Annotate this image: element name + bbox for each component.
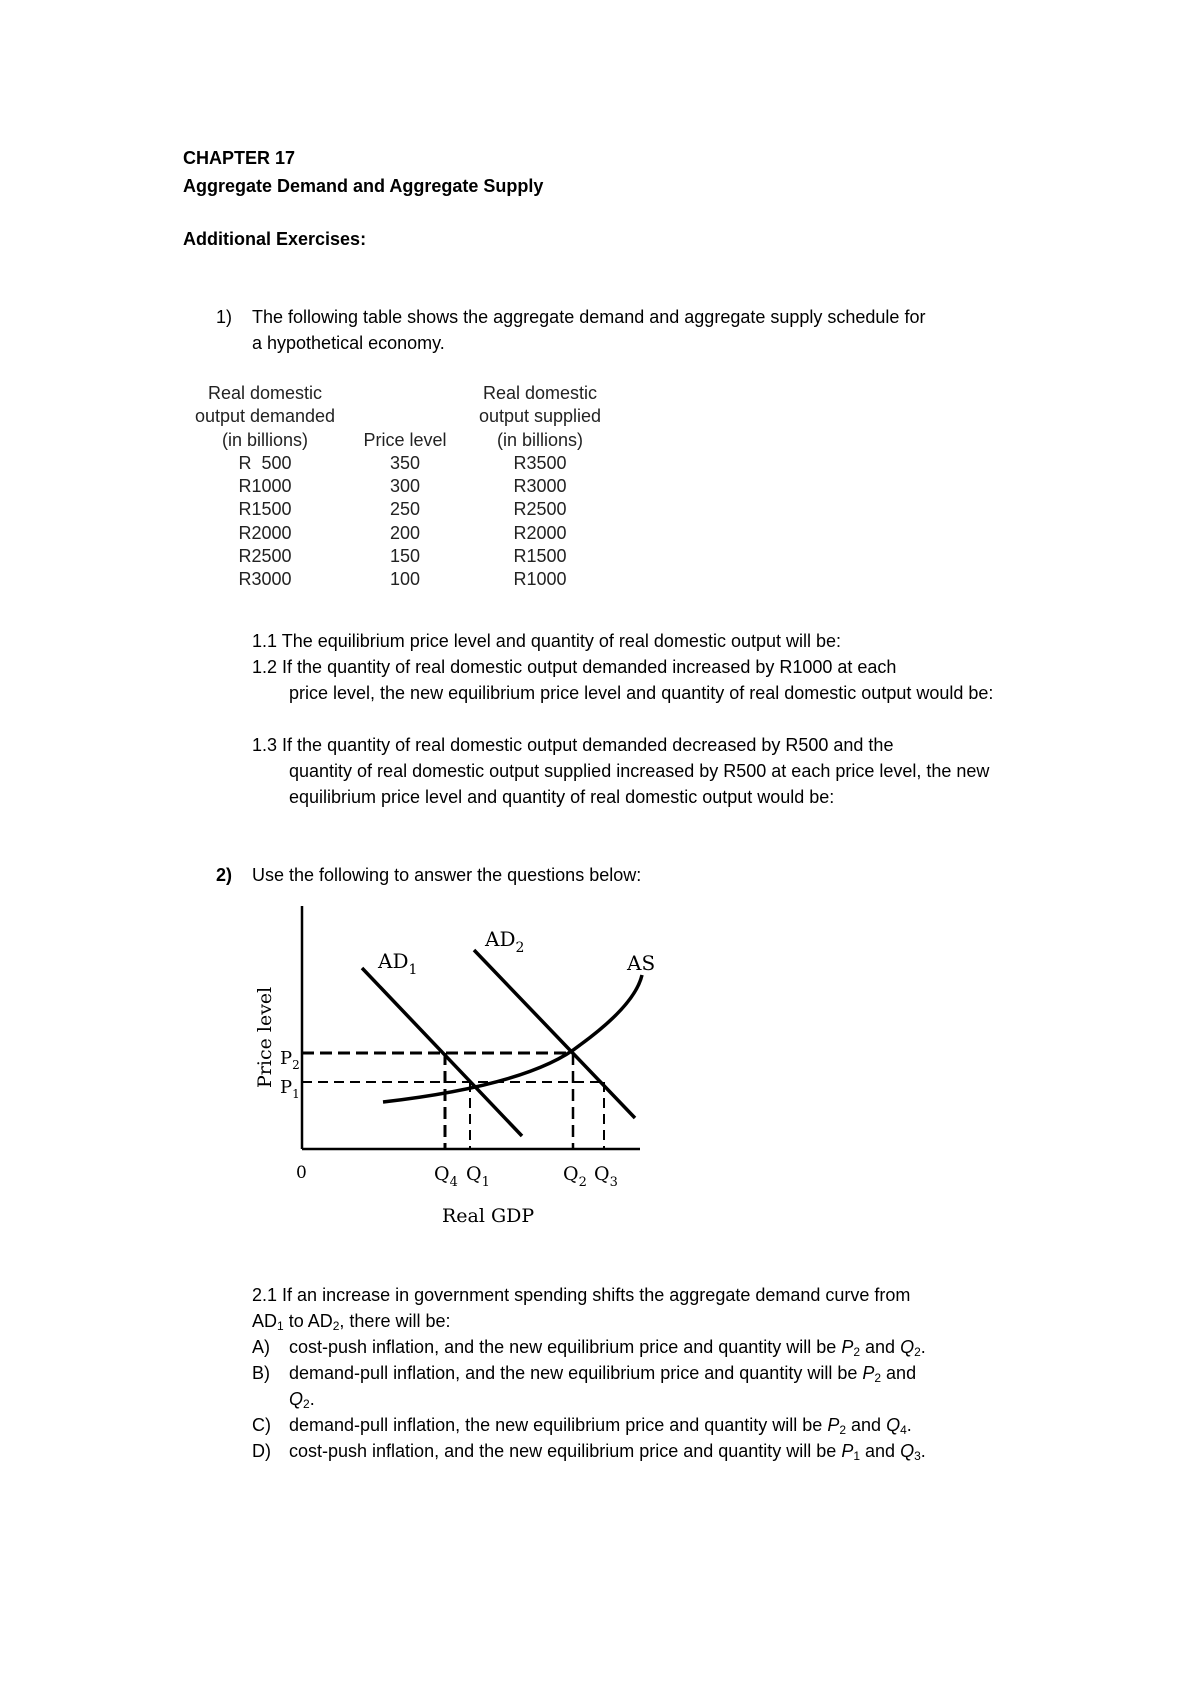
option-letter: A) bbox=[252, 1337, 270, 1357]
question-stem-text: If an increase in government spending shifts the aggregate demand curve from bbox=[282, 1285, 911, 1305]
table-cell: R2000 bbox=[238, 522, 292, 543]
subquestion-text: If the quantity of real domestic output demanded decreased by R500 and the bbox=[282, 735, 894, 755]
table-cell: 150 bbox=[389, 546, 421, 567]
q3-label: $Q_3$ bbox=[594, 1163, 618, 1190]
table-cell: 350 bbox=[389, 452, 421, 473]
table-cell: R1000 bbox=[513, 569, 567, 590]
table-cell: 100 bbox=[389, 569, 421, 590]
question-2-number: 2) bbox=[216, 865, 233, 885]
question-1-number: 1) bbox=[216, 307, 233, 327]
subquestion-1-3-continued: quantity of real domestic output supplied increased by R500 at each price level, the new equilibrium price level and quantity of real domestic output would be: bbox=[289, 761, 990, 807]
table-cell: R2000 bbox=[513, 522, 567, 543]
table-header: (in billions) bbox=[496, 429, 584, 450]
table-cell: 200 bbox=[389, 522, 421, 543]
option-b[interactable]: B) demand-pull inflation, and the new equilibrium price and quantity will be $P_2$ and bbox=[252, 1360, 916, 1391]
question-2-intro: Use the following to answer the questions below: bbox=[252, 865, 642, 885]
table-cell: R1000 bbox=[238, 476, 292, 497]
table-header: Real domestic bbox=[207, 383, 323, 403]
subquestion-text: If the quantity of real domestic output demanded increased by R1000 at each bbox=[282, 657, 897, 677]
chapter-heading: CHAPTER 17 bbox=[183, 148, 296, 168]
subquestion-label: 1.2 bbox=[252, 657, 278, 677]
table-header: Price level bbox=[363, 429, 447, 450]
option-letter: C) bbox=[252, 1415, 271, 1435]
chapter-title: Aggregate Demand and Aggregate Supply bbox=[183, 176, 544, 196]
table-cell: R3000 bbox=[513, 476, 567, 497]
question-2-1-stem-continued: $AD_1$ to $AD_2$, there will be: bbox=[252, 1311, 451, 1333]
q1-label: $Q_1$ bbox=[466, 1163, 490, 1190]
question-label: 2.1 bbox=[252, 1285, 278, 1305]
section-heading: Additional Exercises: bbox=[183, 229, 367, 249]
table-cell: R3000 bbox=[238, 569, 292, 590]
subquestion-1-2-continued: price level, the new equilibrium price level and quantity of real domestic output would be: bbox=[289, 683, 994, 703]
table-cell: 250 bbox=[389, 499, 421, 520]
table-cell: 300 bbox=[389, 476, 421, 497]
q2-label: $Q_2$ bbox=[563, 1163, 587, 1190]
option-letter: B) bbox=[252, 1363, 270, 1383]
table-cell: R2500 bbox=[238, 546, 292, 567]
table-cell: R1500 bbox=[513, 546, 567, 567]
subquestion-label: 1.1 bbox=[252, 631, 278, 651]
table-cell: R2500 bbox=[513, 499, 567, 520]
ad2-label: $AD_2$ bbox=[485, 927, 525, 956]
table-header: Real domestic bbox=[482, 383, 598, 403]
option-a[interactable]: A) cost-push inflation, and the new equilibrium price and quantity will be $P_2$ and $Q_2$. bbox=[252, 1334, 926, 1365]
option-d[interactable]: D) cost-push inflation, and the new equilibrium price and quantity will be $P_1$ and $Q_3$. bbox=[252, 1438, 926, 1469]
ad2-curve bbox=[474, 950, 635, 1118]
subquestion-text: The equilibrium price level and quantity of real domestic output will be: bbox=[281, 631, 842, 651]
question-2-1-stem bbox=[252, 1282, 910, 1308]
table-header: (in billions) bbox=[221, 429, 309, 450]
x-axis-label: Real GDP bbox=[442, 1205, 535, 1227]
table-cell: R3500 bbox=[513, 452, 567, 473]
q4-label: $Q_4$ bbox=[434, 1163, 458, 1190]
option-b-continued: $Q_2$. bbox=[289, 1389, 315, 1411]
subquestion-label: 1.3 bbox=[252, 735, 278, 755]
option-c[interactable]: C) demand-pull inflation, the new equilibrium price and quantity will be $P_2$ and $Q_4$. bbox=[252, 1412, 912, 1443]
ad1-label: $AD_1$ bbox=[378, 949, 418, 978]
option-letter: D) bbox=[252, 1441, 271, 1461]
question-1-intro-line1: The following table shows the aggregate demand and aggregate supply schedule for bbox=[252, 307, 926, 327]
table-header: output demanded bbox=[194, 406, 336, 427]
p1-label: $P_1$ bbox=[280, 1077, 300, 1101]
table-cell: R1500 bbox=[238, 499, 292, 520]
y-axis-label: Price level bbox=[254, 986, 276, 1088]
p2-label: $P_2$ bbox=[280, 1048, 300, 1072]
question-1-intro-line2: a hypothetical economy. bbox=[252, 333, 445, 353]
table-cell: R 500 bbox=[238, 452, 292, 473]
table-header: output supplied bbox=[478, 406, 602, 427]
as-label: AS bbox=[627, 951, 656, 975]
origin-label: 0 bbox=[296, 1163, 307, 1183]
